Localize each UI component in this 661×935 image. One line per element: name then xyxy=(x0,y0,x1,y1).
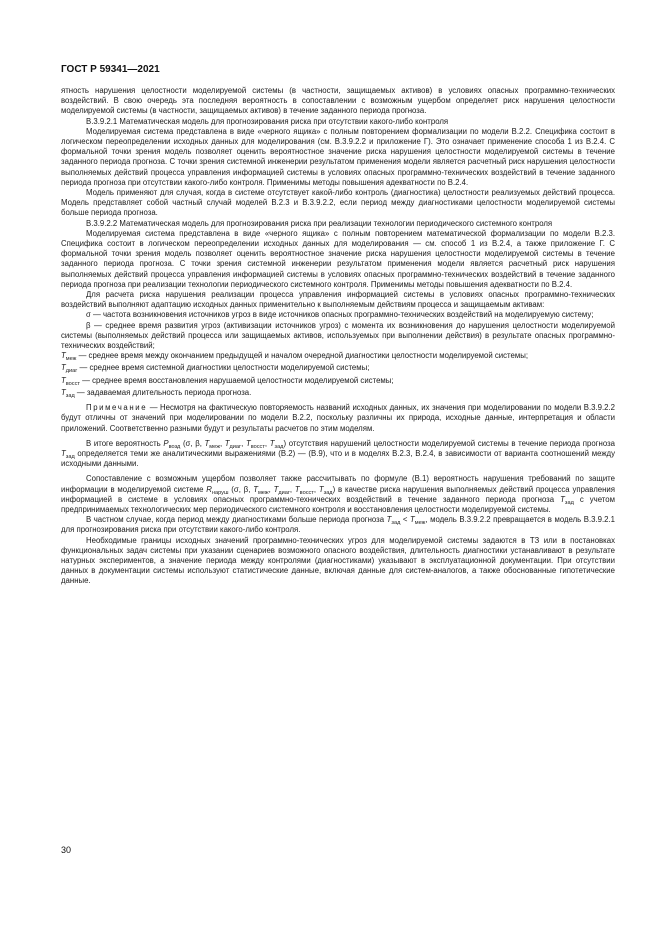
definition-beta: β — среднее время развития угроз (активизации источников угроз) с момента их возникновения до нарушения целостности моделируемой системы (выполняемых действий процесса или защищаемых активов, используемых при выполнении действия) в результате опасных программно-технических воздействий; xyxy=(61,320,615,351)
paragraph-boundaries: Необходимые границы исходных значений программно-технических угроз для моделируемой системы задаются в ТЗ или в постановках функциональных задач системы при указании сценариев возможного опасного воздействия, длительность диагностики устанавливают в результате натурных экспериментов, а значение периода между контролями (диагностиками) указывают в эксплуатационной документации. При отсутствии данных в документации системы используют статистические данные, включая данные для систем-аналогов, а также обоснованные гипотетические данные. xyxy=(61,535,615,586)
paragraph-probability: В итоге вероятность $P_{возд}$ (σ, β, $T_{меж}$, $T_{диаг}$, $T_{восст}$, $T_{зад}$) отсутствия нарушений целостности моделируемой системы в течение периода прогноза $T_{зад}$ определяется теми же аналитическими выражениями (В.2) — (В.9), что и в моделях В.2.3, В.2.4, в зависимости от варианта соотношений между исходными данными. xyxy=(61,438,615,469)
damage-text-b: в качестве риска нарушения выполняемых действий процесса управления информацией в системе в условиях опасных программно-технических воздействий в течение заданного периода прогноза xyxy=(61,484,615,504)
paragraph-damage-comparison: Сопоставление с возможным ущербом позволяет также рассчитывать по формуле (В.1) вероятность нарушения требований по защите информации в моделируемой системе $R_{наруш}$ (σ, β, $T_{меж}$, $T_{диаг}$, $T_{восст}$, $T_{зад}$) в качестве риска нарушения выполняемых действий процесса управления информацией в системе в условиях опасных программно-технических воздействий в течение заданного периода прогноза $T_{зад}$ с учетом предпринимаемых технологических мер периодического системного контроля и восстановления целостности моделируемой системы. xyxy=(61,474,615,514)
section-heading-b3921: В.3.9.2.1 Математическая модель для прогнозирования риска при отсутствии какого-либо контроля xyxy=(86,116,449,126)
special-case-text-b: модель В.3.9.2.2 превращается в модель В.3.9.2.1 для прогнозирования риска при отсутствии какого-либо контроля. xyxy=(61,515,615,535)
definition-t-mezh-text: — среднее время между окончанием предыдущей и началом очередной диагностики целостности моделируемой системы; xyxy=(78,351,529,361)
page-number: 30 xyxy=(61,845,72,855)
note-label: Примечание xyxy=(86,403,148,413)
probability-text-c: определяется теми же аналитическими выражениями (В.2) — (В.9), что и в моделях В.2.3, В.2.4, в зависимости от варианта соотношений между исходными данными. xyxy=(61,448,615,469)
special-case-text-a: В частном случае, когда период между диагностиками больше периода прогноза xyxy=(86,515,385,525)
definition-t-vosst-text: — среднее время восстановления нарушаемой целостности моделируемой системы; xyxy=(82,375,394,385)
document-header: ГОСТ Р 59341—2021 xyxy=(61,64,160,75)
note-paragraph xyxy=(61,403,615,434)
damage-text-c: с учетом предпринимаемых технологических мер периодического системного контроля и восстановления целостности моделируемой системы. xyxy=(61,494,615,514)
paragraph-special-case: В частном случае, когда период между диагностиками больше периода прогноза $T_{зад} < T_{меж}$, модель В.3.9.2.2 превращается в модель В.3.9.2.1 для прогнозирования риска при отсутствии какого-либо контроля. xyxy=(61,515,615,535)
section-heading-b3922: В.3.9.2.2 Математическая модель для прогнозирования риска при реализации технологии периодического системного контроля xyxy=(86,218,553,228)
paragraph-risk-calculation: Для расчета риска нарушения реализации процесса управления информацией системы в условиях опасных программно-технических воздействий выполняют адаптацию исходных данных применительно к выполняемым действиям процесса и защищаемым активам: xyxy=(61,290,615,310)
definition-t-mezh: $T_{меж}$ — среднее время между окончанием предыдущей и началом очередной диагностики целостности моделируемой системы; xyxy=(61,351,529,363)
probability-text-b: отсутствия нарушений целостности моделируемой системы в течение периода прогноза xyxy=(288,438,615,448)
definition-t-zad-text: — задаваемая длительность периода прогноза. xyxy=(76,387,252,397)
definition-t-zad: $T_{зад}$ — задаваемая длительность периода прогноза. xyxy=(61,387,252,399)
paragraph-continuation: ятность нарушения целостности моделируемой системы (в частности, защищаемых активов) в условиях опасных программно-технических воздействий. В свою очередь эта последняя вероятность в сопоставлении с возможным ущербом определяет риск нарушения целостности моделируемой системы (в частности, защищаемых активов) в течение заданного периода прогноза. xyxy=(61,86,615,116)
definition-t-diag: $T_{диаг}$ — среднее время системной диагностики целостности моделируемой системы; xyxy=(61,363,370,375)
note-text: — Несмотря на фактическую повторяемость названий исходных данных, их значения при моделировании по модели В.3.9.2.2 будут отличны от значений при моделировании по модели В.2.2, поскольку различны их природа, исходные данные, интерпретация и области приложений. Соответственно разными будут и результаты расчетов по этим моделям. xyxy=(61,403,615,433)
document-body xyxy=(61,86,615,587)
paragraph-model-usage: Модель применяют для случая, когда в системе отсутствует какой-либо контроль (диагностика) целостности реализуемых действий процесса. Модель представляет собой частный случай моделей В.2.3 и В.3.9.2.2, если период между диагностиками целостности моделируемой системы больше периода прогноза. xyxy=(61,188,615,218)
definition-sigma: σ — частота возникновения источников угроз в виде источников опасных программно-технических воздействий на моделируемую систему; xyxy=(86,310,594,320)
paragraph-model-description: Моделируемая система представлена в виде «черного ящика» с полным повторением формализации по модели В.2.2. Специфика состоит в логическом переопределении исходных данных для моделирования (см. В.3.9.2.2 и приложение Г). Это означает применение способа 1 из В.2.4. С формальной точки зрения модель позволяет оценить вероятностное значение риска нарушения целостности моделируемой системы в течение заданного периода прогноза. С точки зрения системной инженерии результатом применения модели является расчетный риск нарушения целостности выполняемых действий процесса управления информацией системы в условиях опасных программно-технических воздействий в течение заданного периода прогноза при отсутствии какого-либо контроля. Применимы методы повышения адекватности по В.2.4. xyxy=(61,126,615,187)
definition-t-vosst: $T_{восст}$ — среднее время восстановления нарушаемой целостности моделируемой системы; xyxy=(61,375,394,387)
paragraph-model-periodic: Моделируемая система представлена в виде «черного ящика» с полным повторением математической формализации по модели В.2.3. Специфика состоит в логическом переопределении исходных данных для моделирования — см. способ 1 из В.2.4, а также приложение Г. С формальной точки зрения модель позволяет оценить вероятностное значение риска нарушения целостности моделируемой системы в течение заданного периода прогноза. С точки зрения системной инженерии результатом применения модели является расчетный риск нарушения выполняемых действий процесса управления информацией системы в условиях опасных программно-технических воздействий в течение заданного периода прогноза при реализации технологии периодического системного контроля. Применимы методы повышения адекватности по В.2.4. xyxy=(61,228,615,289)
definition-t-diag-text: — среднее время системной диагностики целостности моделируемой системы; xyxy=(79,363,370,373)
damage-text-a: Сопоставление с возможным ущербом позволяет также рассчитывать по формуле (В.1) вероятность нарушения требований по защите информации в моделируемой системе xyxy=(61,474,615,494)
probability-text-a: В итоге вероятность xyxy=(86,438,161,448)
